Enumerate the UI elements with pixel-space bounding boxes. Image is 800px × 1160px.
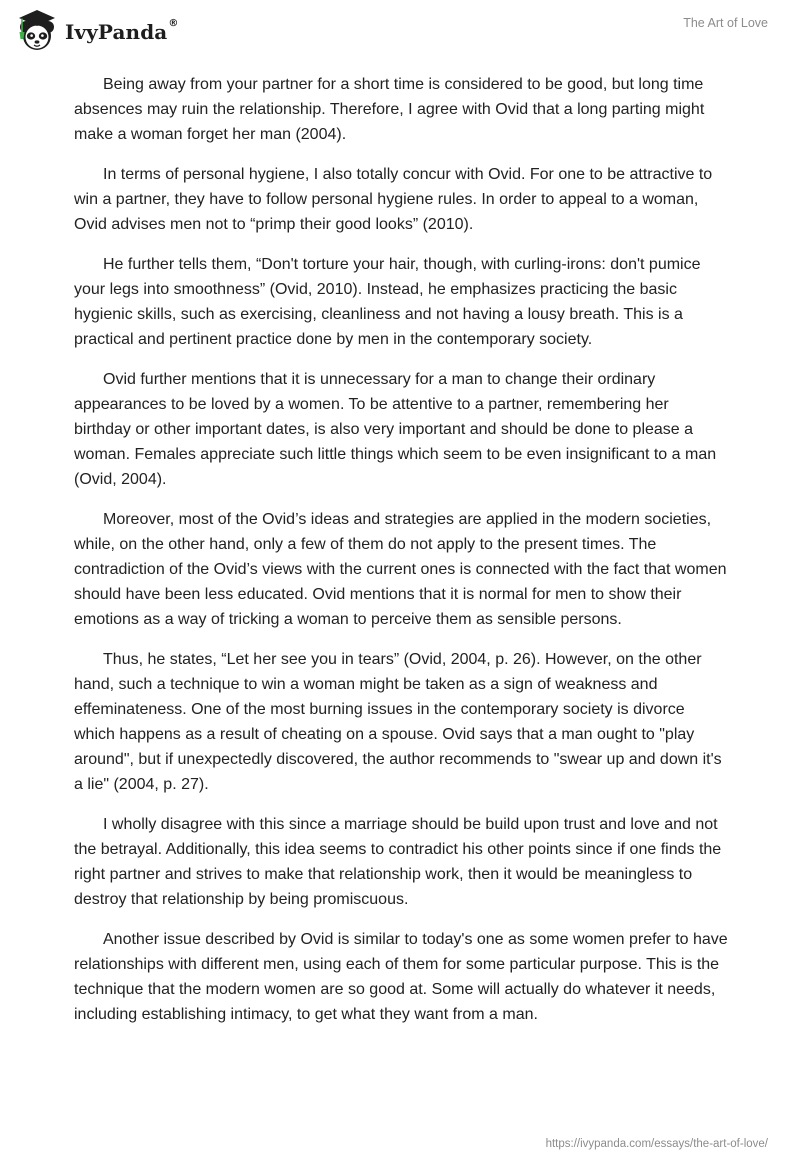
paragraph-4: Ovid further mentions that it is unnecessary for a man to change their ordinary appearances to be loved by a women. To be attentive to a partner, remembering her birthday or other important dates, is also very important and should be done to please a woman. Females appreciate such little things which seem to be even insignificant to a man (Ovid, 2004). bbox=[74, 371, 717, 488]
panda-graduation-cap-logo-icon bbox=[14, 8, 60, 54]
paragraph-7: I wholly disagree with this since a marriage should be build upon trust and love and not the betrayal. Additionally, this idea seems to contradict his other points since if one finds the right partner and strives to make that relationship work, then it would be meaningless to destroy that relationship by being promiscuous. bbox=[74, 816, 722, 908]
brand-logo[interactable] bbox=[14, 8, 178, 54]
footer-source-url[interactable]: https://ivypanda.com/essays/the-art-of-love/ bbox=[545, 1138, 768, 1150]
paragraph-5: Moreover, most of the Ovid’s ideas and strategies are applied in the modern societies, while, on the other hand, only a few of them do not apply to the present times. The contradiction of the Ovid’s views with the current ones is connected with the fact that women should have been less educated. Ovid mentions that it is normal for men to show their emotions as a way of tricking a woman to perceive them as sensible persons. bbox=[74, 511, 727, 628]
page-header bbox=[0, 0, 800, 60]
paragraph-2: In terms of personal hygiene, I also totally concur with Ovid. For one to be attractive to win a partner, they have to follow personal hygiene rules. In order to appeal to a woman, Ovid advises men not to “primp their good looks” (2010). bbox=[74, 166, 713, 233]
document-title: The Art of Love bbox=[683, 16, 768, 30]
paragraph-1: Being away from your partner for a short time is considered to be good, but long time absences may ruin the relationship. Therefore, I agree with Ovid that a long parting might make a woman forget her man (2004). bbox=[74, 76, 705, 143]
registered-mark: ® bbox=[168, 17, 179, 29]
brand-name: IvyPanda bbox=[65, 20, 168, 44]
paragraph-6: Thus, he states, “Let her see you in tears” (Ovid, 2004, p. 26). However, on the other hand, such a technique to win a woman might be taken as a sign of weakness and effeminateness. One of the most burning issues in the contemporary society is divorce which happens as a result of cheating on a spouse. Ovid says that a man ought to "play around", but if unexpectedly discovered, the author recommends to "swear up and down it's a lie" (2004, p. 27). bbox=[74, 651, 722, 793]
essay-body bbox=[74, 72, 730, 1042]
paragraph-8: Another issue described by Ovid is similar to today's one as some women prefer to have relationships with different men, using each of them for some particular purpose. This is the technique that the modern women are so good at. Some will actually do whatever it needs, including establishing intimacy, to get what they want from a man. bbox=[74, 931, 728, 1023]
paragraph-3: He further tells them, “Don't torture your hair, though, with curling-irons: don't pumice your legs into smoothness” (Ovid, 2010). Instead, he emphasizes practicing the basic hygienic skills, such as exercising, cleanliness and not having a lousy breath. This is a practical and pertinent practice done by men in the contemporary society. bbox=[74, 256, 701, 348]
